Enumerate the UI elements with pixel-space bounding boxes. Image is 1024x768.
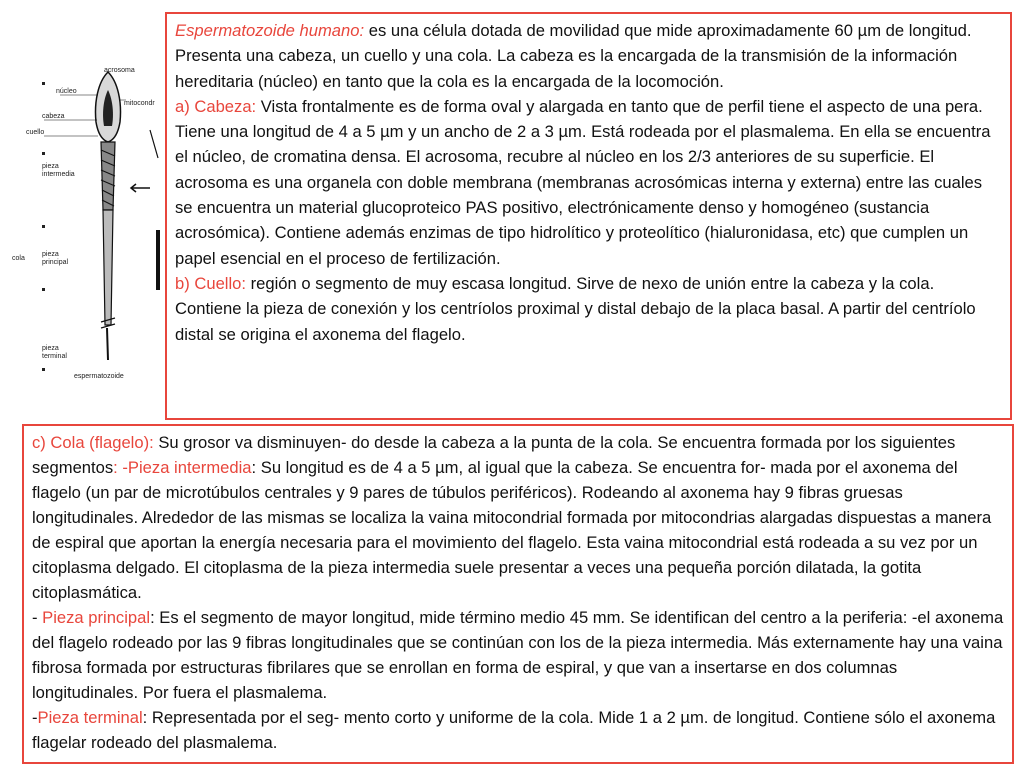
label-pieza-principal-2: principal xyxy=(42,259,69,266)
sperm-title: Espermatozoide humano: xyxy=(175,21,365,40)
midpiece-label: Pieza intermedia xyxy=(127,458,252,477)
terminal-piece-label: Pieza terminal xyxy=(37,708,143,727)
label-pieza-intermedia-1: pieza xyxy=(42,163,59,170)
terminal-piece-text: : Representada por el seg- mento corto y uniforme de la cola. Mide 1 a 2 µm. de longitud. Contiene sólo el axonema flagelar rodeado del plasmalema. xyxy=(32,708,996,752)
label-cabeza: cabeza xyxy=(42,113,65,120)
sperm-diagram xyxy=(0,60,160,390)
label-espermatozoide: espermatozoide xyxy=(74,373,124,380)
head-neck-description-box xyxy=(165,12,1012,420)
intro-text: es una célula dotada de movilidad que mide aproximadamente 60 µm de longitud. Presenta una cabeza, un cuello y una cola. La cabeza es la encargada de la transmisión de la información hereditaria (núcleo) en tanto que la cola es la encargada de la locomoción. xyxy=(175,21,972,91)
label-nucleo: núcleo xyxy=(56,88,77,95)
marker-dot xyxy=(42,368,45,371)
label-pieza-terminal-1: pieza xyxy=(42,345,59,352)
midpiece-shape xyxy=(101,142,115,210)
label-pieza-intermedia-2: intermedia xyxy=(42,171,75,178)
marker-dot xyxy=(42,152,45,155)
arrow-left-icon xyxy=(131,184,150,192)
marker-dot xyxy=(42,288,45,291)
neck-text: región o segmento de muy escasa longitud. Sirve de nexo de unión entre la cabeza y la cola. Contiene la pieza de conexión y los centríolos proximal y distal debajo de la placa basal. A partir del centríolo distal se origina el axonema del flagelo. xyxy=(175,273,976,344)
pointer-line xyxy=(150,130,158,158)
tail-label: c) Cola (flagelo): xyxy=(32,433,154,452)
neck-label: b) Cuello: xyxy=(175,273,247,293)
tail-text-sep: : - xyxy=(113,458,128,477)
principal-piece-label: Pieza principal xyxy=(42,608,151,627)
tail-paragraph xyxy=(32,430,1004,605)
principal-piece-shape xyxy=(103,210,113,325)
principal-piece-paragraph xyxy=(32,605,1004,705)
tail-description-box xyxy=(22,424,1014,764)
label-pieza-principal-1: pieza xyxy=(42,251,59,258)
terminal-prefix: - xyxy=(32,708,38,727)
sperm-illustration xyxy=(0,60,160,390)
marker-dot xyxy=(42,82,45,85)
principal-piece-text: : Es el segmento de mayor longitud, mide término medio 45 mm. Se identifican del centro a la periferia: -el axonema del flagelo rodeado por las 9 fibras longitudinales que se continúan con los de la pieza intermedia. Más externamente hay una vaina fibrosa formada por estructuras fibrilares que se enrollan en forma de espiral, y que van a insertarse en dos columnas longitudinales. Por fuera el plasmalema. xyxy=(32,608,1004,702)
neck-paragraph xyxy=(175,271,1002,347)
label-mitocondria: mitocondr xyxy=(124,100,155,107)
label-cuello: cuello xyxy=(26,129,45,136)
terminal-piece-paragraph xyxy=(32,705,1004,755)
midpiece-text: : Su longitud es de 4 a 5 µm, al igual que la cabeza. Se encuentra for- mada por el axonema del flagelo (un par de microtúbulos centrales y 9 pares de túbulos periféricos). Rodeando al axonema hay 9 fibras gruesas longitudinales. Alrededor de las mismas se localiza la vaina mitocondrial formada por mitocondrias alargadas dispuestas a manera de espiral que aportan la energía necesaria para el movimiento del flagelo. Esta vaina mitocondrial está rodeada a su vez por un citoplasma delgado. El citoplasma de la pieza intermedia suele presentar a veces una pequeña porción dilatada, la gotita citoplasmática. xyxy=(32,458,992,602)
head-label: a) Cabeza: xyxy=(175,96,257,116)
head-text: Vista frontalmente es de forma oval y alargada en tanto que de perfil tiene el aspecto de una pera. Tiene una longitud de 4 a 5 µm y un ancho de 2 a 3 µm. Está rodeada por el plasmalema. En ella se encuentra el núcleo, de cromatina densa. El acrosoma, recubre al núcleo en los 2/3 anteriores de su superficie. El acrosoma es una organela con doble membrana (membranas acrosómicas interna y externa) entre las cuales se encuentra un material glucoproteico PAS positivo, electrónicamente denso y homogéneo (sustancia acrosómica). Contiene además enzimas de tipo hidrolítico y proteolítico (hialuronidasa, etc) que cumplen un papel esencial en el proceso de fertilización. xyxy=(175,96,991,268)
tail-text: Su grosor va disminuyen- do desde la cabeza a la punta de la cola. Se encuentra formada por los siguientes segmentos xyxy=(32,433,956,477)
label-acrosoma: acrosoma xyxy=(104,67,135,74)
principal-prefix: - xyxy=(32,608,43,627)
edge-bar xyxy=(156,230,160,290)
intro-paragraph xyxy=(175,18,1002,94)
terminal-piece-shape xyxy=(107,328,108,360)
marker-dot xyxy=(42,225,45,228)
label-pieza-terminal-2: terminal xyxy=(42,353,67,360)
label-cola: cola xyxy=(12,255,25,262)
head-paragraph xyxy=(175,94,1002,271)
